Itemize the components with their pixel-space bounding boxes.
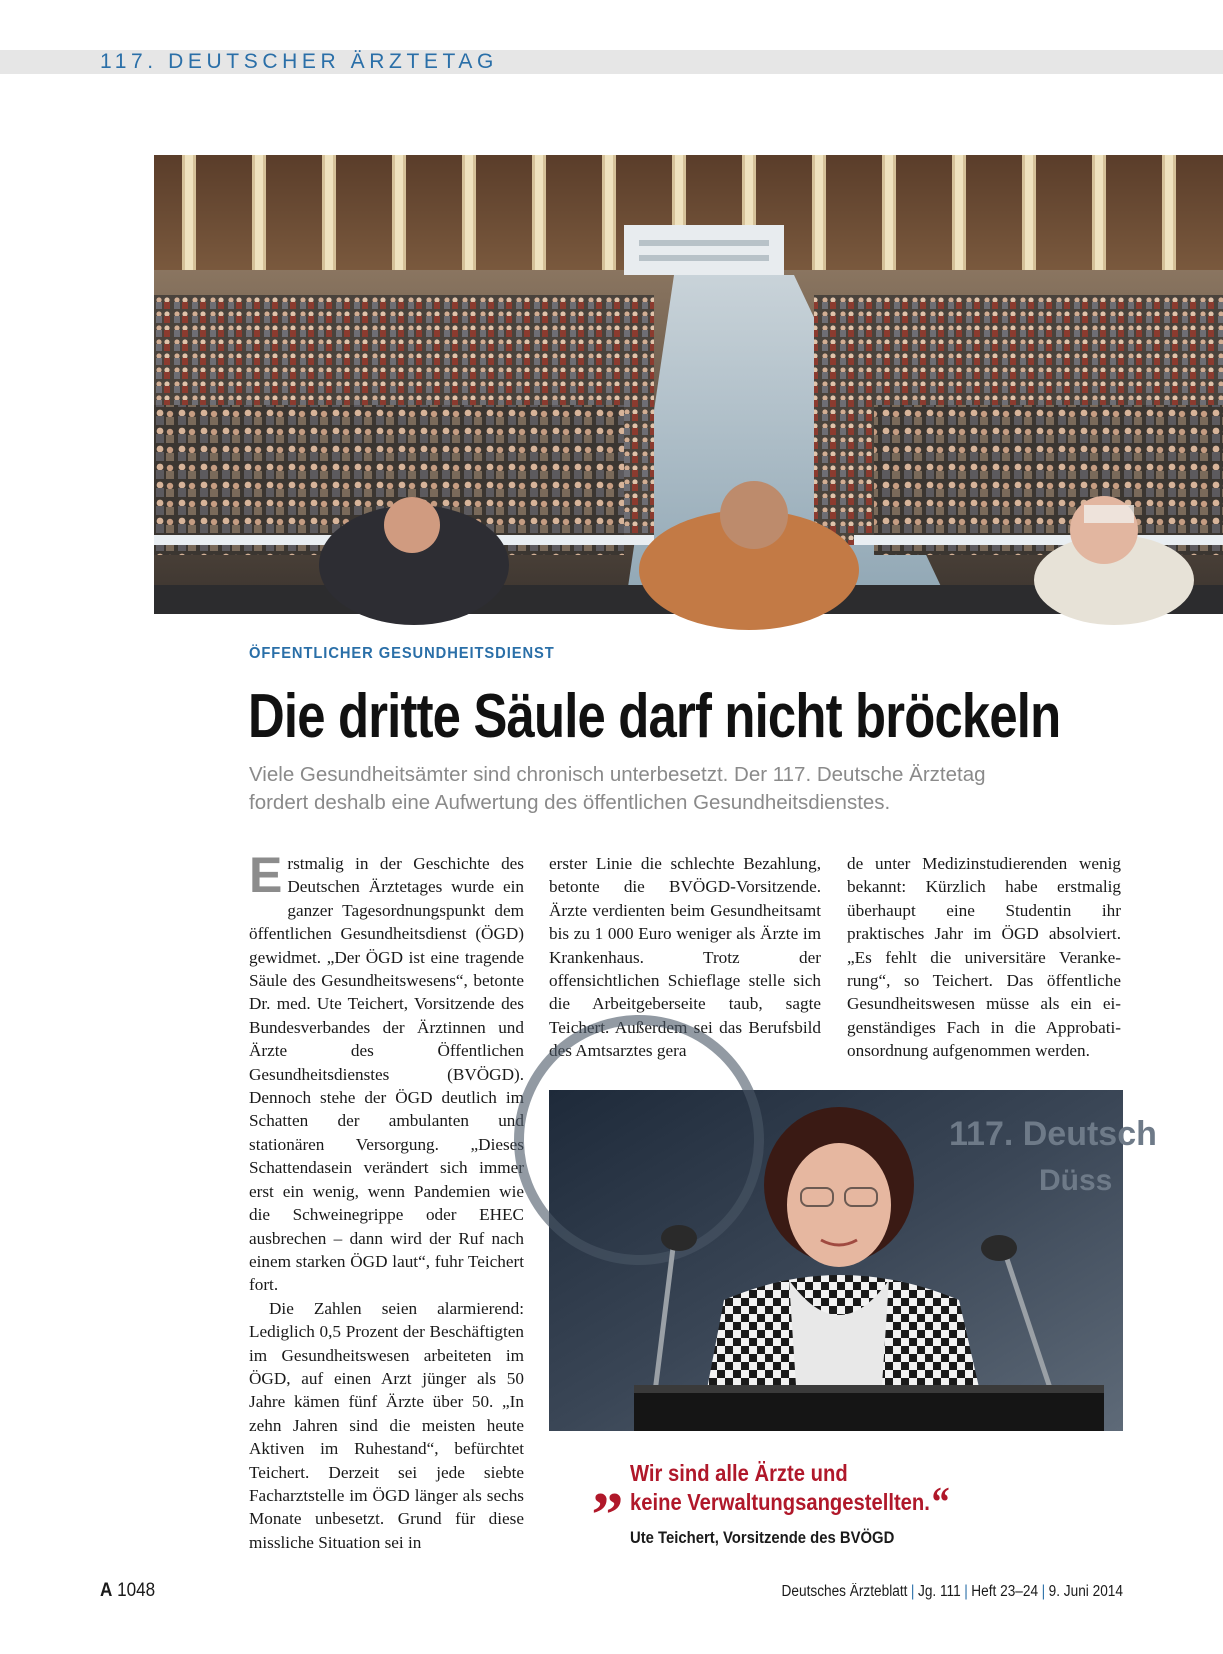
section-header: 117. DEUTSCHER ÄRZTETAG	[100, 50, 498, 73]
body-paragraph-1	[249, 847, 524, 1297]
pull-quote	[630, 1459, 950, 1526]
footer-separator: |	[910, 1583, 915, 1600]
hero-photo-conference-hall	[154, 155, 1223, 614]
pull-quote-source: Ute Teichert, Vorsitzende des BVÖGD	[630, 1529, 895, 1547]
pull-quote-line-2	[630, 1480, 950, 1526]
speaker-photo-ute-teichert	[549, 1090, 1157, 1431]
article-standfirst	[249, 761, 1109, 817]
standfirst-line-2: fordert deshalb eine Aufwertung des öffentlichen Gesundheitsdienstes.	[249, 791, 891, 814]
pull-quote-line-2-text: keine Verwaltungsangestellten.	[630, 1489, 930, 1515]
col1-paragraph-1-text: rstmalig in der Geschichte des Deutschen Ärztetages wurde ein ganzer Tagesordnungspunkt dem öffentlichen Gesundheitsdienst (ÖGD) gewidmet. „Der ÖGD ist eine tragende Säule des Gesundheitswesens“, betonte Dr. med. Ute Teichert, Vorsitzende des Bundesverbandes der Ärztinnen und Ärzte des Öffentlichen Gesundheitsdienstes (BVÖGD). Dennoch stehe der ÖGD deutlich im Schatten der ambulanten und stationären Versorgung. „Dieses Schattendasein verändert sich immer erst ein wenig, wenn Pandemien wie die Schweinegrippe oder EHEC ausbrechen – dann wird der Ruf nach einem starken ÖGD laut“, fuhr Teichert fort.	[249, 854, 524, 1295]
pull-quote-line-1: Wir sind alle Ärzte und	[630, 1460, 848, 1486]
article-kicker: ÖFFENTLICHER GESUNDHEITSDIENST	[249, 645, 555, 662]
backdrop-text-2: Düss	[1039, 1164, 1113, 1197]
body-column-1	[249, 847, 524, 1552]
footer-separator: |	[1041, 1583, 1046, 1600]
quote-open-mark: „	[592, 1446, 624, 1517]
dropcap: E	[249, 847, 283, 903]
footer-meta	[782, 1583, 1123, 1601]
body-paragraph-2: Die Zahlen seien alarmierend: Lediglich 0,5 Prozent der Beschäftigten im Gesundheitswesen arbeiteten im ÖGD, auf einen Arzt jünger als 50 Jahre kämen fünf Ärzte über 50. „In zehn Jahren sind die meisten heute Aktiven im Ruhestand“, befürchtet Teichert. Derzeit sei jede siebte Facharztstelle im ÖGD länger als sechs Monate unbesetzt. Grund für diese missliche Situation sei in	[249, 1298, 524, 1552]
footer-journal: Deutsches Ärzteblatt	[781, 1583, 908, 1600]
backdrop-text-1: 117. Deutsch	[949, 1115, 1157, 1153]
body-column-3	[847, 852, 1121, 1062]
footer-issue: Heft 23–24	[971, 1583, 1039, 1600]
article-headline: Die dritte Säule darf nicht bröckeln	[248, 682, 1061, 751]
footer-date: 9. Juni 2014	[1048, 1583, 1123, 1600]
col2-paragraph: erster Linie die schlechte Bezahlung, betonte die BVÖGD-Vorsitzende. Ärzte verdienten beim Gesundheitsamt bis zu 1 000 Euro weniger als Ärzte im Krankenhaus. Trotz der offensichtlichen Schieflage stelle sich die Arbeitgeberseite taub, sagte Teichert. Außerdem sei das Berufsbild des Amtsarztes gera	[549, 854, 821, 1061]
page-number	[100, 1580, 155, 1602]
col3-paragraph: de unter Medizinstudierenden wenig bekannt: Kürzlich habe erstmalig überhaupt eine Studentin ihr praktisches Jahr im ÖGD absolviert. „Es fehlt die universitäre Verankerung“, so Teichert. Das öffentliche Gesundheitswesen müsse als ein eigenständiges Fach in die Approbationsordnung aufgenommen werden.	[847, 854, 1121, 1061]
page-number-value: 1048	[117, 1580, 156, 1601]
page-prefix: A	[100, 1580, 113, 1601]
standfirst-line-1: Viele Gesundheitsämter sind chronisch unterbesetzt. Der 117. Deutsche Ärztetag	[249, 763, 986, 786]
footer-separator: |	[964, 1583, 968, 1600]
footer-volume: Jg. 111	[918, 1583, 961, 1600]
quote-close-mark: “	[931, 1480, 950, 1526]
